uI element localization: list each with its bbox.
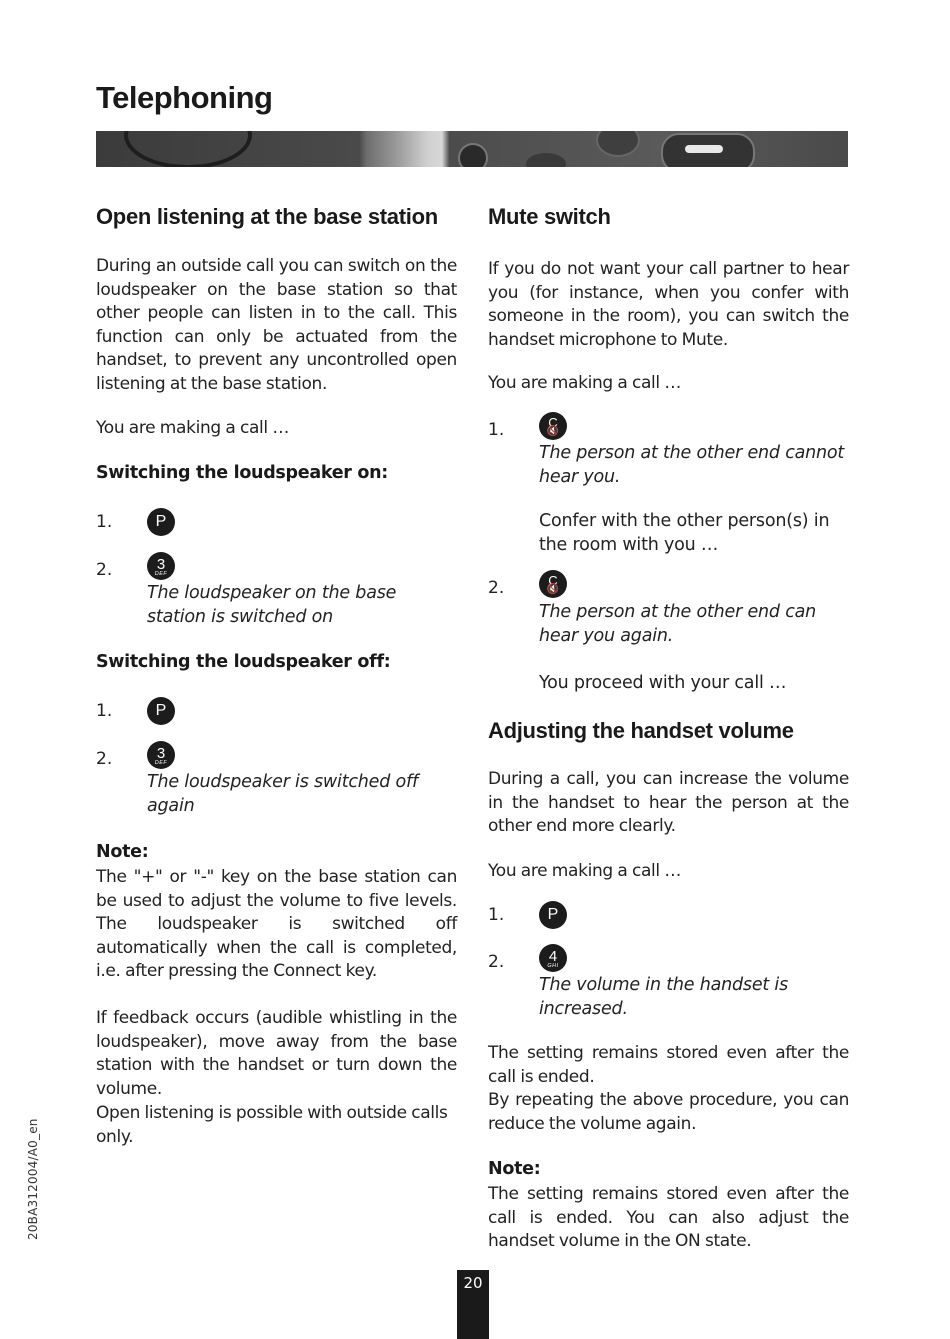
- step-result: The loudspeaker on the base station is switched on: [147, 583, 397, 627]
- paragraph: During a call, you can increase the volume in the handset to hear the person at the other end more clearly.: [488, 769, 849, 837]
- paragraph: By repeating the above procedure, you can reduce the volume again.: [488, 1090, 849, 1134]
- paragraph: If you do not want your call partner to hear you (for instance, when you confer with someone in the room), you can switch the handset microphone to Mute.: [488, 259, 849, 350]
- paragraph: Open listening is possible with outside calls only.: [96, 1103, 448, 1147]
- note-text: The "+" or "-" key on the base station can be used to adjust the volume to five levels. The loudspeaker is switched off automatically when the call is completed, i.e. after pressing the Connect key.: [96, 867, 457, 982]
- p-key-icon: P: [147, 697, 175, 725]
- page-number: 20: [457, 1270, 489, 1339]
- document-code: 20BA312004/A0_en: [26, 1118, 40, 1240]
- paragraph: You are making a call …: [96, 418, 290, 438]
- page-title: Telephoning: [96, 80, 273, 115]
- step-note: You proceed with your call …: [539, 673, 787, 693]
- step-number: 2.: [96, 560, 113, 580]
- p-key-icon: P: [147, 508, 175, 536]
- step-number: 1.: [96, 512, 113, 532]
- step-number: 1.: [96, 701, 113, 721]
- p-key-icon: P: [539, 901, 567, 929]
- key-4-icon: 4 GHI: [539, 944, 567, 972]
- paragraph: If feedback occurs (audible whistling in the loudspeaker), move away from the base station with the handset or turn down the volume.: [96, 1008, 457, 1099]
- step-number: 1.: [488, 905, 505, 925]
- handset-curve: [124, 131, 252, 167]
- step-note: Confer with the other person(s) in the room with you …: [539, 511, 830, 555]
- paragraph: During an outside call you can switch on the loudspeaker on the base station so that other people can listen in to the call. This function can only be actuated from the handset, to prevent any uncontrolled open listening at the base station.: [96, 256, 457, 394]
- step-result: The person at the other end can hear you again.: [539, 602, 817, 646]
- note-text: The setting remains stored even after the call is ended. You can also adjust the handset volume in the ON state.: [488, 1184, 849, 1252]
- paragraph: You are making a call …: [488, 861, 682, 881]
- step-number: 2.: [488, 952, 505, 972]
- key-shape: [526, 153, 566, 167]
- key-3-icon: 3 DEF: [147, 552, 175, 580]
- subheading-loudspeaker-on: Switching the loudspeaker on:: [96, 463, 388, 483]
- section-heading-mute-switch: Mute switch: [488, 204, 611, 229]
- mute-key-icon: C 🔇: [539, 570, 567, 598]
- step-number: 2.: [96, 749, 113, 769]
- paragraph: You are making a call …: [488, 373, 682, 393]
- key-shape: [458, 143, 488, 167]
- key-3-icon: 3 DEF: [147, 741, 175, 769]
- step-result: The loudspeaker is switched off again: [147, 772, 418, 816]
- key-shape: [596, 131, 640, 157]
- step-number: 1.: [488, 420, 505, 440]
- step-number: 2.: [488, 578, 505, 598]
- paragraph: The setting remains stored even after the call is ended.: [488, 1043, 849, 1087]
- note-label: Note:: [488, 1159, 541, 1179]
- step-result: The person at the other end cannot hear you.: [539, 443, 845, 487]
- section-heading-handset-volume: Adjusting the handset volume: [488, 718, 794, 743]
- section-heading-open-listening: Open listening at the base station: [96, 204, 438, 229]
- keypad-banner-image: [96, 131, 848, 167]
- note-label: Note:: [96, 842, 149, 862]
- mute-key-icon: C 🔇: [539, 412, 567, 440]
- step-result: The volume in the handset is increased.: [539, 975, 789, 1019]
- subheading-loudspeaker-off: Switching the loudspeaker off:: [96, 652, 391, 672]
- phone-key-icon: [661, 133, 755, 167]
